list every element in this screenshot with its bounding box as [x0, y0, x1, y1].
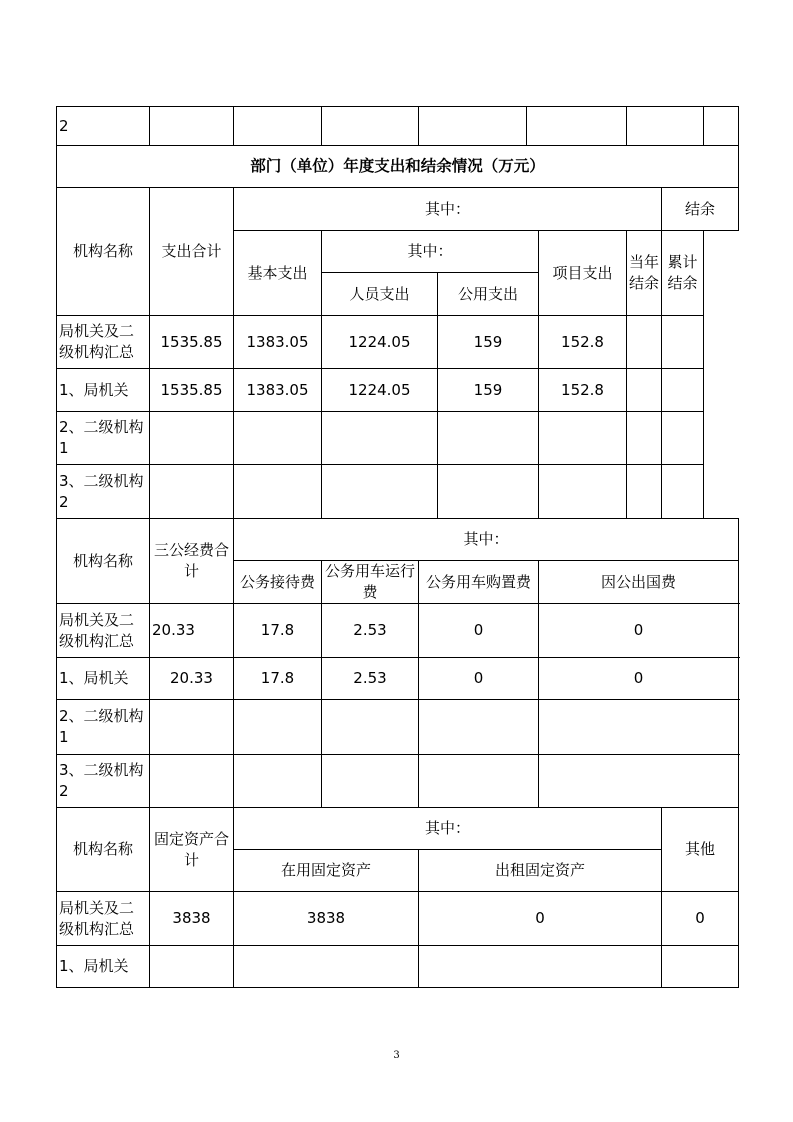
- value-cell: 152.8: [539, 316, 627, 369]
- value-cell: 0: [419, 892, 662, 946]
- value-cell: [322, 700, 419, 755]
- value-cell: 17.8: [234, 604, 322, 658]
- header-abroad: 因公出国费: [539, 561, 739, 604]
- header-surplus: 结余: [662, 188, 739, 231]
- value-cell: [150, 465, 234, 519]
- header-year-surplus: 当年结余: [627, 231, 662, 316]
- org-cell: 1、局机关: [57, 369, 150, 412]
- value-cell: 0: [539, 604, 739, 658]
- org-cell: 局机关及二级机构汇总: [57, 316, 150, 369]
- table-row: [57, 755, 739, 808]
- org-cell: 局机关及二级机构汇总: [57, 604, 150, 658]
- value-cell: [322, 412, 438, 465]
- header-in-use: 在用固定资产: [234, 850, 419, 892]
- value-cell: 1383.05: [234, 316, 322, 369]
- value-cell: [419, 946, 662, 988]
- value-cell: 1535.85: [150, 316, 234, 369]
- header-car-buy: 公务用车购置费: [419, 561, 539, 604]
- value-cell: 2.53: [322, 604, 419, 658]
- table-cell: [234, 107, 322, 146]
- value-cell: [662, 465, 704, 519]
- table-cell: [419, 107, 527, 146]
- page-number: 3: [393, 1050, 400, 1061]
- table-cell: [704, 107, 739, 146]
- header-three-public-total: 三公经费合计: [150, 519, 234, 604]
- value-cell: [419, 755, 539, 808]
- header-org: 机构名称: [57, 808, 150, 892]
- header-fixed-total: 固定资产合计: [150, 808, 234, 892]
- value-cell: [627, 369, 662, 412]
- value-cell: 0: [419, 658, 539, 700]
- header-basic: 基本支出: [234, 231, 322, 316]
- value-cell: [234, 755, 322, 808]
- header-row: [57, 519, 739, 561]
- value-cell: [438, 465, 539, 519]
- table-row: [57, 369, 739, 412]
- table-cell: 2: [57, 107, 150, 146]
- header-car-run: 公务用车运行费: [322, 561, 419, 604]
- value-cell: [539, 465, 627, 519]
- table-row: [57, 700, 739, 755]
- value-cell: [627, 465, 662, 519]
- value-cell: 1535.85: [150, 369, 234, 412]
- table-row: [57, 412, 739, 465]
- value-cell: [662, 316, 704, 369]
- org-cell: 局机关及二级机构汇总: [57, 892, 150, 946]
- value-cell: 1224.05: [322, 316, 438, 369]
- table-cell: [527, 107, 627, 146]
- table-row: [57, 107, 739, 146]
- table-cell: [150, 107, 234, 146]
- value-cell: [150, 946, 234, 988]
- header-of-which-2: 其中：: [322, 231, 539, 273]
- org-cell: 1、局机关: [57, 946, 150, 988]
- value-cell: 159: [438, 369, 539, 412]
- header-of-which: 其中：: [234, 519, 739, 561]
- header-reception: 公务接待费: [234, 561, 322, 604]
- section-title: 部门（单位）年度支出和结余情况（万元）: [57, 146, 739, 188]
- org-cell: 3、二级机构2: [57, 465, 150, 519]
- value-cell: 0: [419, 604, 539, 658]
- value-cell: [662, 369, 704, 412]
- value-cell: [150, 755, 234, 808]
- header-cum-surplus: 累计结余: [662, 231, 704, 316]
- value-cell: [234, 946, 419, 988]
- value-cell: [322, 755, 419, 808]
- value-cell: 0: [539, 658, 739, 700]
- org-cell: 3、二级机构2: [57, 755, 150, 808]
- header-total: 支出合计: [150, 188, 234, 316]
- header-org: 机构名称: [57, 188, 150, 316]
- value-cell: 2.53: [322, 658, 419, 700]
- value-cell: [539, 755, 739, 808]
- value-cell: 3838: [234, 892, 419, 946]
- value-cell: [150, 412, 234, 465]
- value-cell: [150, 700, 234, 755]
- value-cell: 0: [662, 892, 739, 946]
- header-public: 公用支出: [438, 273, 539, 316]
- table-row: [57, 604, 739, 658]
- org-cell: 1、局机关: [57, 658, 150, 700]
- value-cell: 17.8: [234, 658, 322, 700]
- value-cell: [322, 465, 438, 519]
- value-cell: 20.33: [150, 658, 234, 700]
- value-cell: [234, 700, 322, 755]
- header-row: [57, 808, 739, 850]
- header-of-which: 其中：: [234, 188, 662, 231]
- header-project: 项目支出: [539, 231, 627, 316]
- table-row: [57, 465, 739, 519]
- table-row: [57, 658, 739, 700]
- value-cell: [539, 412, 627, 465]
- value-cell: 1383.05: [234, 369, 322, 412]
- value-cell: 1224.05: [322, 369, 438, 412]
- value-cell: [438, 412, 539, 465]
- table-cell: [322, 107, 419, 146]
- header-row: [57, 188, 739, 231]
- table-row: [57, 892, 739, 946]
- value-cell: 152.8: [539, 369, 627, 412]
- header-rented: 出租固定资产: [419, 850, 662, 892]
- budget-table: [56, 106, 739, 988]
- org-cell: 2、二级机构1: [57, 700, 150, 755]
- value-cell: [234, 412, 322, 465]
- table-row: [57, 146, 739, 188]
- header-of-which: 其中：: [234, 808, 662, 850]
- value-cell: 159: [438, 316, 539, 369]
- value-cell: [234, 465, 322, 519]
- org-cell: 2、二级机构1: [57, 412, 150, 465]
- table-row: [57, 316, 739, 369]
- value-cell: 3838: [150, 892, 234, 946]
- value-cell: 20.33: [150, 604, 234, 658]
- header-org: 机构名称: [57, 519, 150, 604]
- table-row: [57, 946, 739, 988]
- table-cell: [627, 107, 704, 146]
- header-personnel: 人员支出: [322, 273, 438, 316]
- value-cell: [662, 946, 739, 988]
- value-cell: [662, 412, 704, 465]
- value-cell: [627, 316, 662, 369]
- value-cell: [419, 700, 539, 755]
- value-cell: [627, 412, 662, 465]
- value-cell: [539, 700, 739, 755]
- header-other: 其他: [662, 808, 739, 892]
